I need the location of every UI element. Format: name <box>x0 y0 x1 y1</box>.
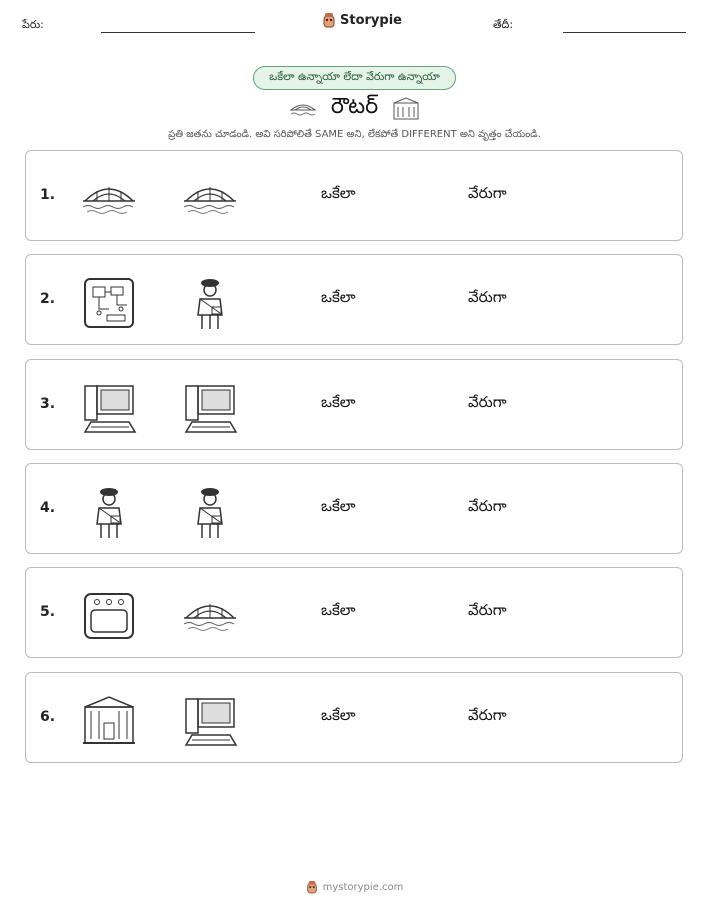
option-same[interactable]: ఒకేలా <box>321 705 356 724</box>
date-field[interactable] <box>563 32 686 33</box>
option-same[interactable]: ఒకేలా <box>321 184 356 202</box>
storypie-mascot-icon <box>306 880 318 894</box>
option-different[interactable]: వేరుగా <box>468 184 507 202</box>
option-same[interactable]: ఒకేలా <box>321 601 356 620</box>
question-card <box>25 359 683 450</box>
computer-icon <box>182 380 238 436</box>
option-same[interactable]: ఒకేలా <box>321 288 356 307</box>
mail-carrier-icon <box>182 484 238 540</box>
question-card <box>25 672 683 763</box>
storypie-mascot-icon <box>322 12 336 28</box>
bridge-icon <box>182 171 238 227</box>
brand-logo <box>322 12 402 28</box>
computer-icon <box>182 693 238 749</box>
footer-url: mystorypie.com <box>322 881 404 893</box>
building-icon <box>81 693 137 749</box>
option-different[interactable]: వేరుగా <box>468 601 507 620</box>
title-row <box>0 94 709 124</box>
question-number: 6. <box>40 708 56 725</box>
question-number: 2. <box>40 291 56 308</box>
question-card <box>25 150 683 241</box>
option-same[interactable]: ఒకేలా <box>321 392 356 411</box>
instructions: ప్రతి జతను చూడండి. అవి సరిపోలితే SAME అని, లేకపోతే DIFFERENT అని వృత్తం చేయండి. <box>168 129 541 140</box>
oven-icon <box>81 588 137 644</box>
mail-carrier-icon <box>81 484 137 540</box>
question-number: 1. <box>40 187 56 203</box>
question-card <box>25 567 683 658</box>
footer <box>0 880 709 894</box>
bridge-icon <box>182 588 238 644</box>
brand-name: Storypie <box>340 12 402 28</box>
bridge-icon <box>81 171 137 227</box>
circuit-board-icon <box>81 275 137 331</box>
worksheet-badge: ఒకేలా ఉన్నాయా లేదా వేరుగా ఉన్నాయా <box>253 66 456 90</box>
option-different[interactable]: వేరుగా <box>468 705 507 724</box>
bridge-icon <box>289 100 317 118</box>
option-different[interactable]: వేరుగా <box>468 392 507 411</box>
page-title: రౌటర్ <box>330 94 379 119</box>
date-label: తేదీ: <box>493 18 514 31</box>
building-icon <box>392 97 420 121</box>
question-card <box>25 254 683 345</box>
question-number: 4. <box>40 499 56 516</box>
name-label: పేరు: <box>22 18 44 31</box>
option-different[interactable]: వేరుగా <box>468 496 507 515</box>
name-field[interactable] <box>101 32 255 33</box>
computer-icon <box>81 380 137 436</box>
option-same[interactable]: ఒకేలా <box>321 496 356 515</box>
question-number: 3. <box>40 395 56 412</box>
question-number: 5. <box>40 604 56 621</box>
option-different[interactable]: వేరుగా <box>468 288 507 307</box>
question-card <box>25 463 683 554</box>
mail-carrier-icon <box>182 275 238 331</box>
